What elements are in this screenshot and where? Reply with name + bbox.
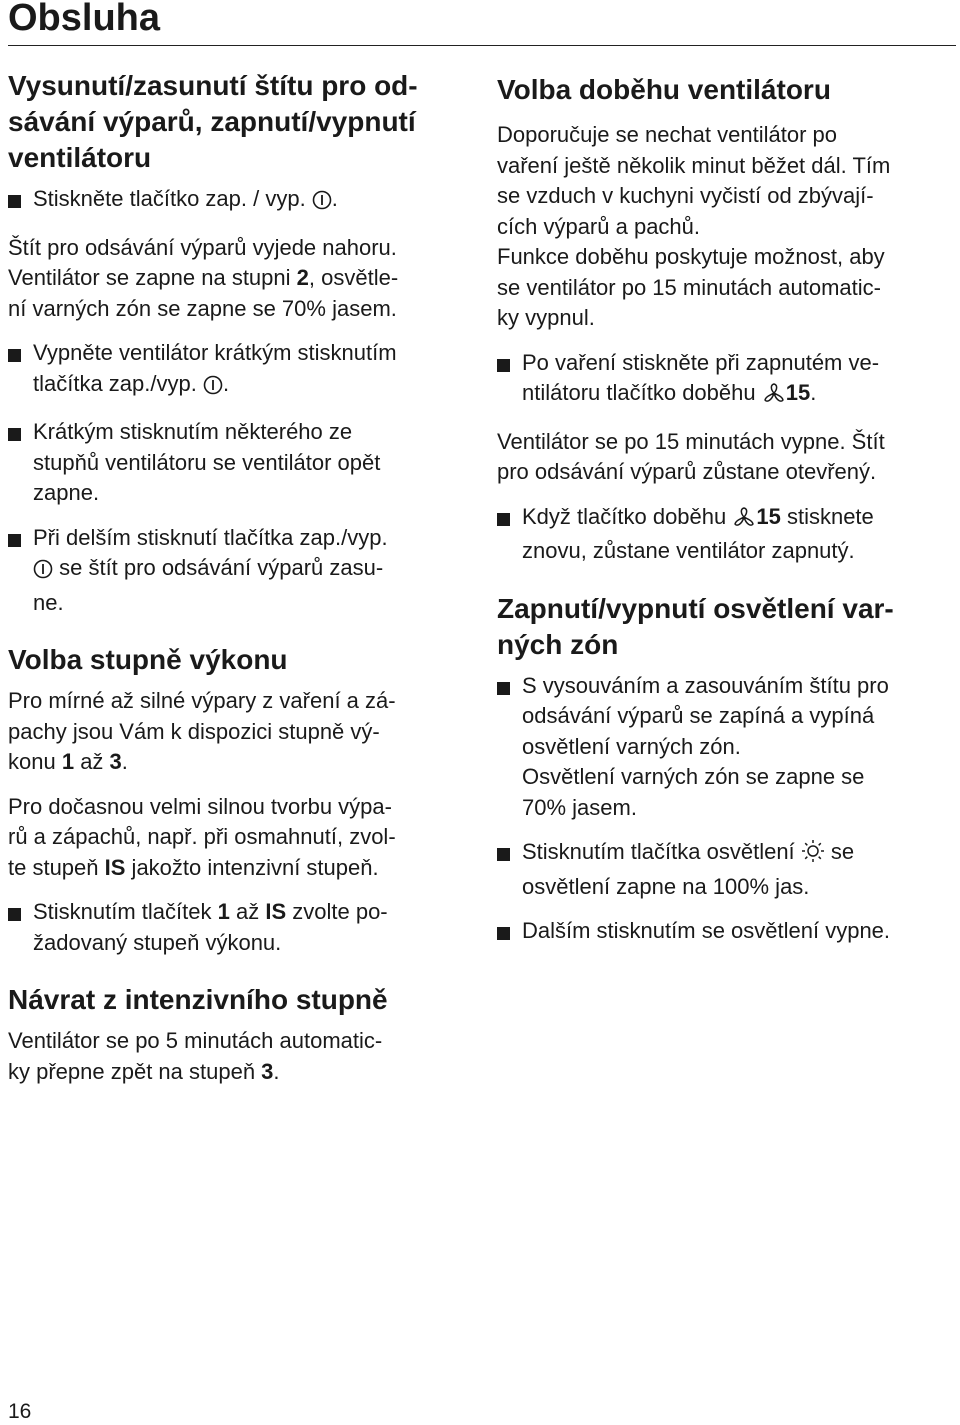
instruction-step-lighting-off: Dalším stisknutím se osvětlení vypne. [497,916,957,947]
section-heading-power-level: Volba stupně výkonu [8,644,288,675]
instruction-list [8,338,458,618]
section-heading-return-from-intensive: Návrat z intenzivního stupně [8,984,388,1015]
instruction-step-lighting-auto: S vysouváním a zasouváním štítu pro odsávání výparů se zapíná a vypíná osvětlení varných zón. Osvětlení varných zón se zapne se 70% jasem. [497,671,957,824]
section-heading-shield-fan: Vysunutí/zasunutí štítu pro od- sávání výparů, zapnutí/vypnutí ventilátoru [8,70,418,173]
page-number: 16 [8,1400,32,1423]
left-column [8,68,458,1101]
instruction-list [497,671,957,947]
instruction-step-fan-off: Vypněte ventilátor krátkým stisknutím tlačítka zap./vyp. . [8,338,458,403]
paragraph-runon-recommendation: Doporučuje se nechat ventilátor po vaření ještě několik minut běžet dál. Tím se vzduch v kuchyni vyčistí od zbývají- cích výparů a pachů. Funkce doběhu poskytuje možnost, aby se ventilátor po 15 minutách automatic- ky vypnul. [497,122,891,330]
paragraph-runon-result: Ventilátor se po 15 minutách vypne. Štít pro odsávání výparů zůstane otevřený. [497,428,885,484]
paragraph-intensive-level: Pro dočasnou velmi silnou tvorbu výpa- rů a zápachů, např. při osmahnutí, zvol- te stupeň IS jakožto intenzivní stupeň. [8,793,396,880]
instruction-step-power-on: Stiskněte tlačítko zap. / vyp. . [8,184,458,219]
instruction-step-runon-press: Po vaření stiskněte při zapnutém ve- ntilátoru tlačítko doběhu 15. [497,348,957,413]
instruction-list [8,184,458,219]
instruction-step-select-level: Stisknutím tlačítek 1 až IS zvolte po- žadovaný stupeň výkonu. [8,897,458,958]
section-heading-cooktop-lighting: Zapnutí/vypnutí osvětlení var- ných zón [497,592,894,660]
power-button-icon [312,188,332,219]
instruction-step-shield-retract: Při delším stisknutí tlačítka zap./vyp. se štít pro odsávání výparů zasu- ne. [8,523,458,619]
right-column [497,68,957,961]
fan-icon [732,506,756,537]
light-bulb-icon [801,839,825,872]
instruction-list [8,897,458,958]
power-button-icon [33,557,53,588]
page-title: Obsluha [8,0,161,39]
instruction-step-lighting-full: Stisknutím tlačítka osvětlení se osvětlení zapne na 100% jas. [497,837,957,902]
paragraph-power-levels: Pro mírné až silné výpary z vaření a zá- pachy jsou Vám k dispozici stupně vý- konu 1 až 3. [8,688,396,774]
instruction-list [497,348,957,413]
instruction-step-fan-on-again: Krátkým stisknutím některého ze stupňů ventilátoru se ventilátor opět zapne. [8,417,458,509]
fan-icon [762,382,786,413]
instruction-step-runon-cancel: Když tlačítko doběhu 15 stisknete znovu, zůstane ventilátor zapnutý. [497,502,957,567]
paragraph-auto-return: Ventilátor se po 5 minutách automatic- ky přepne zpět na stupeň 3. [8,1028,383,1084]
power-button-icon [203,373,223,404]
section-heading-fan-runon: Volba doběhu ventilátoru [497,74,831,105]
paragraph-shield-rises: Štít pro odsávání výparů vyjede nahoru. Ventilátor se zapne na stupni 2, osvětle- ní varných zón se zapne se 70% jasem. [8,234,399,321]
instruction-list [497,502,957,567]
title-rule [8,45,956,46]
